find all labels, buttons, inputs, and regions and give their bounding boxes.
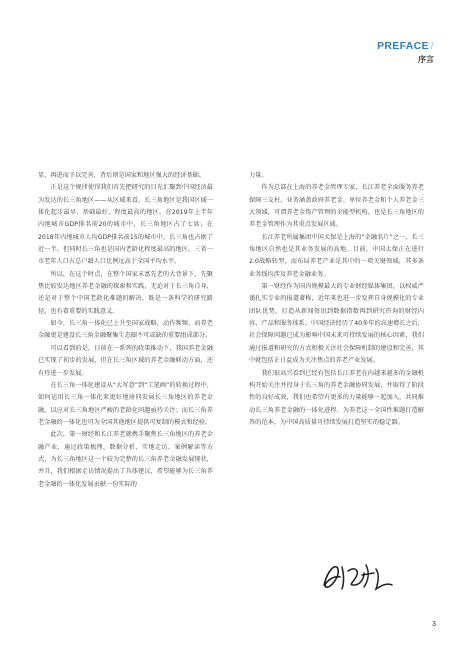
left-column bbox=[38, 170, 213, 491]
paragraph: 我们很高兴看到已经有包括长江养老在内越来越多的金融机构开始关注并投身于长三角的养老金融协同发展，并取得了阶段性的良好成效，我们也希望有更多的力量能够一起加入，共同推动长三角养老金融的一体化进程。为养老这一全国性难题打造解答的范本，为中国高质量可持续发展打造坚实的稳定器。 bbox=[249, 369, 424, 426]
paragraph: 显，再进而予以完善，背后则是国家和地区强大的经济基础。 bbox=[38, 172, 206, 179]
preface-title-cn: 序言 bbox=[418, 55, 434, 64]
paragraph: 所以，在这个时点，在整个国家未富先老的大背景下，先聚焦比较发达地区养老金融的探索和实践，无论对于长三角自身，还是对于整个中国老龄化难题的解决，既是一条科学的研究路径，也有着重要的实践意义。 bbox=[38, 270, 213, 315]
paragraph: 正是这个规律使得我们首先把研究的目光汇聚到中国经济最为发达的长三角地区——从区域来看，长三角地区是我国区域一体化起步最早、基础最好、程度最高的地区。在2019年上半年内地城市GDP排名前20的城市中，长三角地区占了七席；在2018年内地城市人均GDP排名前15的城市中，长三角也占据了近一半。但同时长三角也是国内老龄化程度最高的地区，三省一市老年人口占总户籍人口比例远高于全国平均水平。 bbox=[38, 184, 213, 266]
page-header bbox=[377, 40, 434, 65]
paragraph: 力量。 bbox=[249, 172, 268, 179]
paragraph: 作为总部在上海的养老金管理专家，长江养老全面服务养老保障三支柱，业务涵盖政府养老金、单位养老金和个人养老金三大领域，可谓养老金资产管理的全能型机构，也是长三角地区的养老金管理作为其重点发展区域。 bbox=[249, 184, 424, 229]
paragraph: 在长三角一体化建设从“大写意”到“工笔画”的转换过程中，如何运用长三角一体化来更好地协同发展长三角地区的养老金融，以应对长三角地区严峻的老龄化问题亟待关注；而长三角养老金融的一体化也可为全国其他地区提供可复制的模式和经验。 bbox=[38, 381, 213, 426]
preface-slash: / bbox=[430, 40, 434, 52]
paragraph: 长江养老所属集团中国太保是上海的“金融名片”之一，长三角地区自然也是其业务发展的高地。目前，中国太保正在进行2.0战略转型，而布局养老产业是其中的一项关键领域，其多条业务线均涉及养老金融业务。 bbox=[249, 233, 424, 278]
paragraph: 第一财经作为国内规模最大的专业财经媒体集团，以权威严谨扎实专业的报道著称，近年来也进一步发挥自身规模化的专业团队优势，打造从新闻资讯到数据指数再到研究咨询的财经内容、产品和服务体系。中国经济经历了40多年的高速增长之后，社会保障问题已成为影响中国未来可持续发展的核心因素，我们通过报道和研究的方式积极关注社会保障机制的建设和完善，其中就包括正日益成为关注焦点的养老产业发展。 bbox=[249, 283, 424, 365]
handwritten-signature bbox=[318, 555, 400, 595]
preface-title-en bbox=[377, 40, 434, 52]
paragraph: 可以看到的是，目前在一系列的政策推动下，我国养老金融已实现了初步的发展，但在长三角区域的养老金融联动方面，还有待进一步发展。 bbox=[38, 344, 213, 377]
paragraph: 如今，长三角一体化已上升至国家战略，动作频频，而养老金融更是建设长三角金融聚集生态圈不可或缺的重要组成部分。 bbox=[38, 320, 213, 340]
paragraph: 此次，第一财经和长江养老就携手聚焦长三角地区的养老金融产业，通过政策梳理、数据分析、实地走访、案例解读等方式，为长三角地区这一个较为完整的长三角养老金融发展现状，并且，我们根据走访情况提出了具体建议，希望能够为长三角养老金融的一体化发展贡献一份实际的 bbox=[38, 431, 213, 488]
right-column bbox=[249, 170, 424, 429]
preface-en-text: PREFACE bbox=[377, 40, 429, 52]
page-number: 3 bbox=[432, 621, 436, 628]
